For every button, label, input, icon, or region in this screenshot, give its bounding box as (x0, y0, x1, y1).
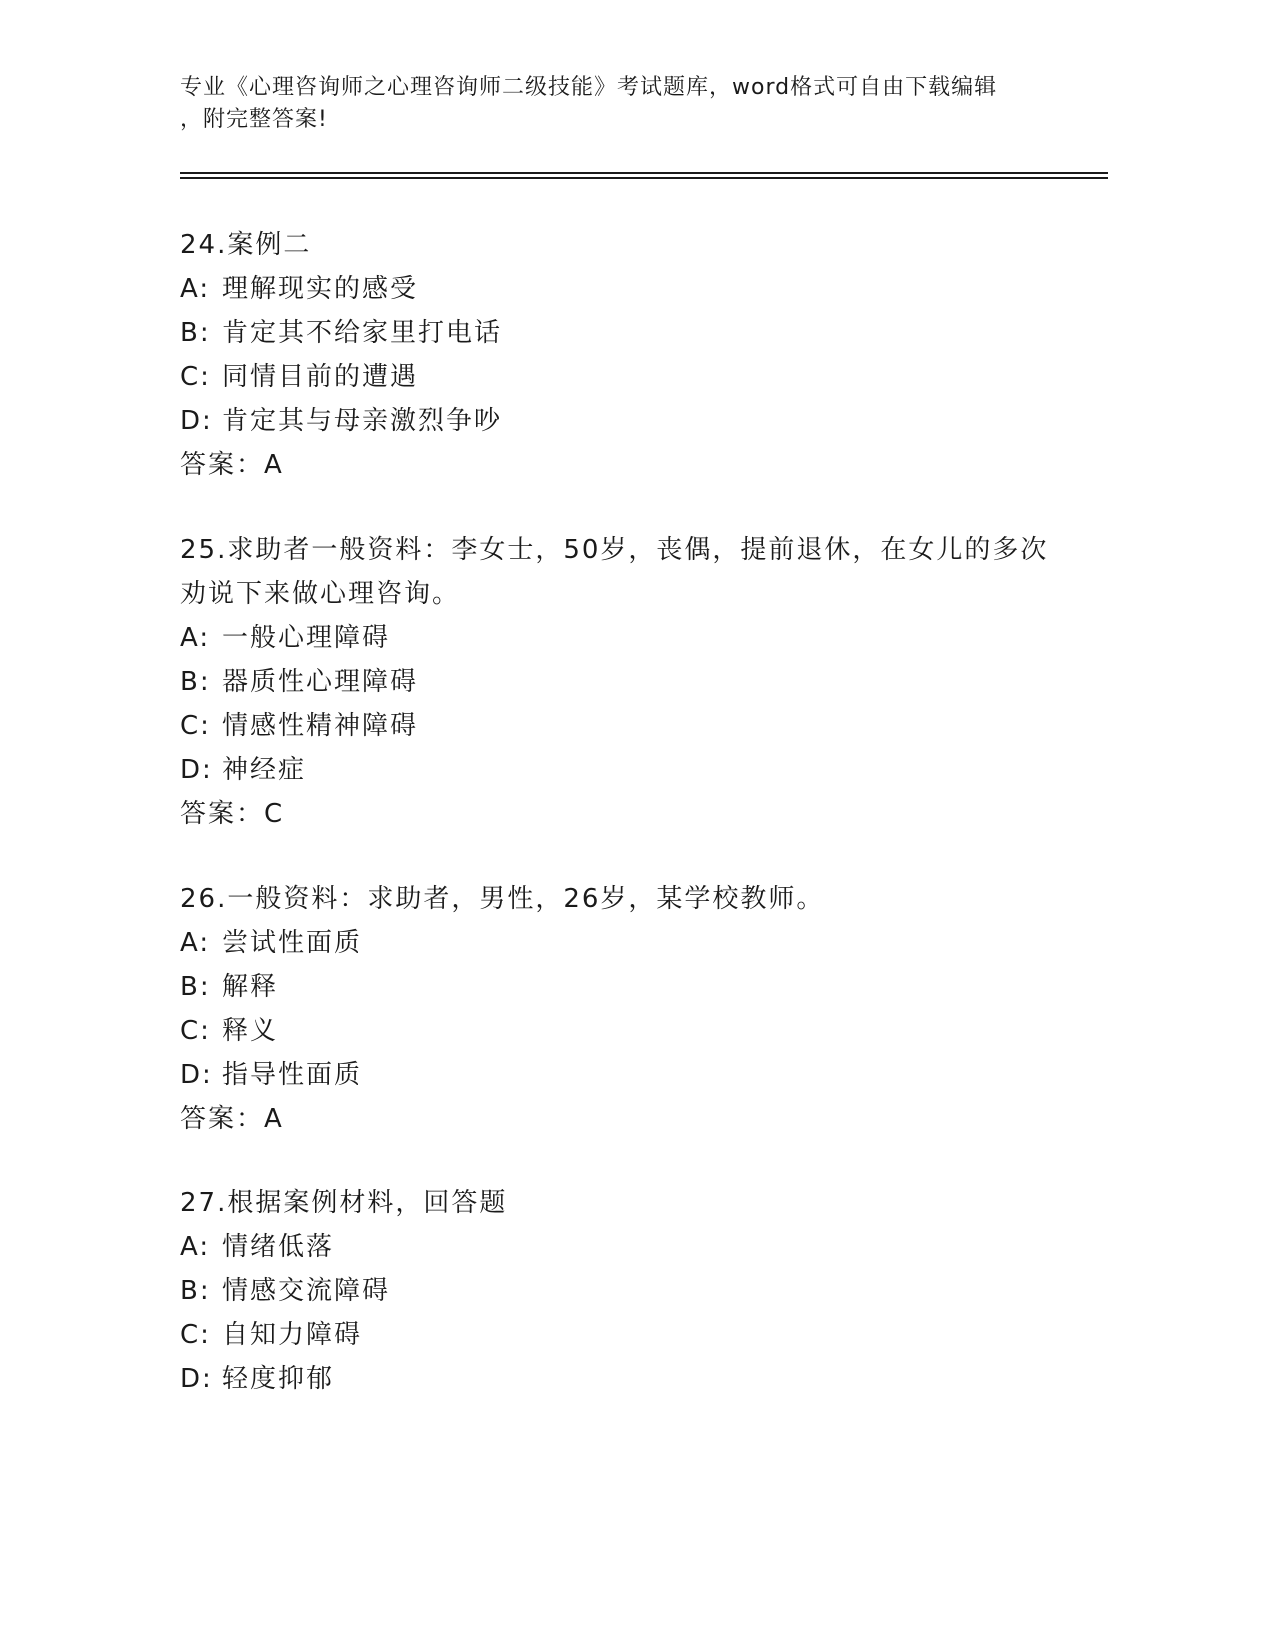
option-letter: D: (180, 1364, 213, 1394)
question-26 (180, 877, 1080, 1141)
option-text: 肯定其不给家里打电话 (222, 318, 503, 348)
option-letter: D: (180, 755, 213, 785)
question-stem: 27.根据案例材料，回答题 (180, 1188, 508, 1218)
question-stem: 26.一般资料：求助者，男性，26岁，某学校教师。 (180, 884, 825, 914)
option-letter: B: (180, 972, 211, 1002)
option-d (180, 399, 1080, 443)
option-letter: C: (180, 1320, 211, 1350)
option-letter: A: (180, 1232, 211, 1262)
option-d (180, 1357, 1080, 1401)
option-letter: C: (180, 1016, 211, 1046)
option-text: 器质性心理障碍 (222, 667, 419, 697)
answer-line: 答案：C (180, 799, 285, 829)
option-c (180, 355, 1080, 399)
header-line-1: 专业《心理咨询师之心理咨询师二级技能》考试题库，word格式可自由下载编辑 (180, 75, 998, 100)
answer-line: 答案：A (180, 450, 284, 480)
option-c (180, 1313, 1080, 1357)
question-stem-line-1: 25.求助者一般资料：李女士，50岁，丧偶，提前退休，在女儿的多次 (180, 535, 1049, 565)
option-b (180, 311, 1080, 355)
header-line-2: ，附完整答案! (180, 107, 328, 132)
option-letter: C: (180, 362, 211, 392)
option-d (180, 748, 1080, 792)
option-text: 自知力障碍 (222, 1320, 363, 1350)
header-divider-top (180, 172, 1108, 174)
document-header (180, 72, 1060, 136)
option-a (180, 1225, 1080, 1269)
option-text: 情绪低落 (222, 1232, 335, 1262)
option-text: 情感性精神障碍 (222, 711, 419, 741)
option-text: 理解现实的感受 (222, 274, 419, 304)
question-stem-line-2: 劝说下来做心理咨询。 (180, 579, 461, 609)
option-letter: D: (180, 1060, 213, 1090)
question-25 (180, 528, 1080, 836)
option-letter: D: (180, 406, 213, 436)
option-b (180, 1269, 1080, 1313)
option-text: 神经症 (222, 755, 307, 785)
option-text: 释义 (222, 1016, 279, 1046)
option-text: 同情目前的遭遇 (222, 362, 419, 392)
option-text: 指导性面质 (222, 1060, 363, 1090)
option-text: 情感交流障碍 (222, 1276, 391, 1306)
question-27 (180, 1181, 1080, 1401)
option-text: 尝试性面质 (222, 928, 363, 958)
option-text: 轻度抑郁 (222, 1364, 335, 1394)
option-letter: B: (180, 667, 211, 697)
option-letter: C: (180, 711, 211, 741)
option-a (180, 267, 1080, 311)
option-a (180, 616, 1080, 660)
option-d (180, 1053, 1080, 1097)
option-c (180, 1009, 1080, 1053)
option-letter: A: (180, 928, 211, 958)
option-b (180, 965, 1080, 1009)
option-text: 一般心理障碍 (222, 623, 391, 653)
option-letter: A: (180, 623, 211, 653)
option-text: 肯定其与母亲激烈争吵 (222, 406, 503, 436)
option-b (180, 660, 1080, 704)
answer-line: 答案：A (180, 1104, 284, 1134)
question-stem: 24.案例二 (180, 230, 312, 260)
option-letter: B: (180, 1276, 211, 1306)
question-24 (180, 223, 1080, 487)
option-letter: B: (180, 318, 211, 348)
header-divider-bottom (180, 177, 1108, 179)
option-letter: A: (180, 274, 211, 304)
option-c (180, 704, 1080, 748)
option-a (180, 921, 1080, 965)
option-text: 解释 (222, 972, 279, 1002)
